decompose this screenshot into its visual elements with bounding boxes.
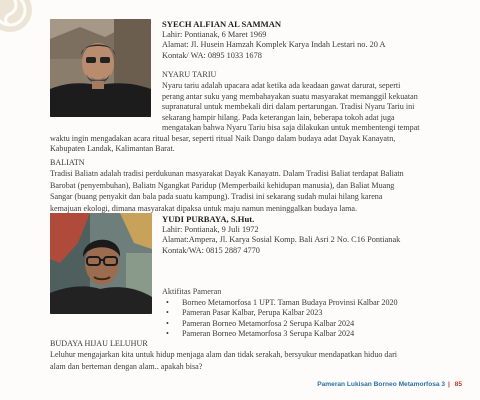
activity-item: • Pameran Pasar Kalbar, Perupa Kalbar 2023 — [162, 308, 398, 318]
artwork1-line: sekarang hampir hilang. Pada keterangan lain, beberapa tokoh adat juga — [162, 112, 395, 122]
footer-title: Pameran Lukisan Borneo Metamorfosa 3 — [317, 381, 446, 388]
artwork1-line: Kabupaten Landak, Kalimantan Barat. — [50, 144, 175, 153]
baliatn-line: Sangar (buang penyakit dan bala pada suatu kampung). Tradisi ini sekarang sudah mulai hilang karena — [50, 192, 383, 202]
budaya-section — [50, 339, 397, 373]
baliatn-section — [50, 158, 404, 215]
artwork1-line: supranatural untuk membekali diri dalam pertarungan. Tradisi Nyaru Tariu ini — [162, 102, 415, 111]
activities-title: Aktifitas Pameran — [162, 287, 222, 296]
activities-list — [162, 298, 398, 340]
footer-separator: | — [447, 381, 450, 388]
artist2-address: Alamat:Ampera, Jl. Karya Sosial Komp. Bali Asri 2 No. C16 Pontianak — [162, 235, 401, 244]
artwork1-title: NYARU TARIU — [162, 70, 217, 79]
artist2-name: YUDI PURBAYA, S.Hut. — [162, 214, 255, 224]
artwork1-line: waktu ingin mengadakan acara ritual besar, seperti ritual Naik Dango dalam budaya adat Dayak Kanayatn, — [50, 133, 396, 143]
activity-item: • Pameran Borneo Metamorfosa 2 Serupa Kalbar 2024 — [162, 319, 398, 329]
budaya-line: Leluhur mengajarkan kita untuk hidup menjaga alam dan tidak serakah, bersyukur mendapatkan hiduo dari — [50, 350, 398, 360]
artwork1-line: perang antar suku yang membahayakan suatu masyarakat memanggil kekuatan — [162, 91, 418, 101]
artist1-contact: Kontak/ WA: 0895 1033 1678 — [162, 50, 262, 60]
artist-photo-syech — [50, 19, 151, 117]
artwork1-line: Nyaru tariu adalah upacara adat ketika ada keadaan gawat darurat, seperti — [162, 81, 401, 90]
page-number: 85 — [454, 381, 462, 388]
artwork1-line: mengatakan bahwa Nyaru Tariu bisa saja dilakukan untuk membentengi tempat — [162, 123, 420, 132]
baliatn-title: BALIATN — [50, 158, 85, 167]
artist2-contact: Kontak/WA: 0815 2887 4770 — [162, 245, 260, 255]
page-footer — [317, 381, 462, 388]
artist-photo-yudi — [50, 213, 152, 314]
artist2-birth: Lahir: Pontianak, 9 Juli 1972 — [162, 224, 259, 234]
budaya-title: BUDAYA HIJAU LELUHUR — [50, 339, 148, 348]
activity-item: • Pameran Borneo Metamorfosa 3 Serupa Kalbar 2024 — [162, 329, 398, 339]
baliatn-line: Tradisi Baliatn adalah tradisi perdukunan masyarakat Dayak Kanayatn. Dalam Tradisi Baliat terdapat Baliatn — [50, 169, 404, 179]
artist1-birth: Lahir: Pontianak, 6 Maret 1969 — [162, 29, 267, 39]
baliatn-line: kemajuan ekologi, dimana masyarakat dipaksa untuk maju namun meninggalkan budaya lama. — [50, 203, 358, 213]
artist1-name: SYECH ALFIAN AL SAMMAN — [162, 19, 282, 29]
budaya-line: alam dan berteman dengan alam.. apakah bisa? — [50, 361, 203, 371]
corner-ornament-icon — [0, 0, 34, 34]
artist1-address: Alamat: Jl. Husein Hamzah Komplek Karya Indah Lestari no. 20 A — [162, 40, 386, 49]
artist1-info — [162, 19, 386, 61]
artist2-info — [162, 214, 400, 256]
baliatn-line: Barobat (penyembuhan), Baliatn Ngangkat Paridup (Memperbaiki kehidupan manusia), dan Baliat Muang — [50, 180, 395, 190]
activity-item: • Borneo Metamorfosa 1 UPT. Taman Budaya Provinsi Kalbar 2020 — [162, 298, 398, 308]
